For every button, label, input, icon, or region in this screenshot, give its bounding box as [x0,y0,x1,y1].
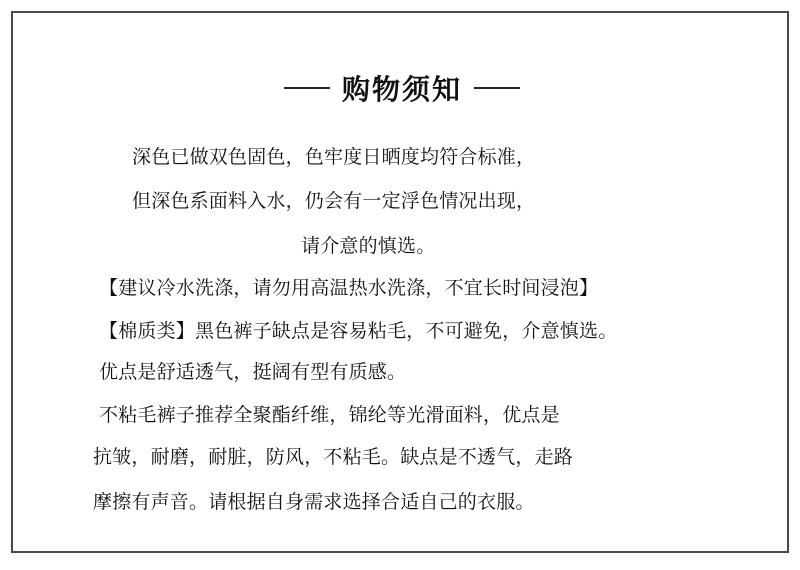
notice-frame [11,11,789,553]
notice-line-cotton-lint: 【棉质类】黑色裤子缺点是容易粘毛，不可避免，介意慎选。 [99,320,618,342]
title-row [13,63,791,113]
title-left-dash [284,87,330,89]
notice-line-polyester-recommend: 不粘毛裤子推荐全聚酯纤维，锦纶等光滑面料，优点是 [99,404,560,426]
notice-line-color-fastness: 深色已做双色固色，色牢度日晒度均符合标准， [132,146,536,168]
notice-line-polyester-pros-cons: 抗皱，耐磨，耐脏，防风，不粘毛。缺点是不透气，走路 [93,446,574,468]
title-right-dash [474,87,520,89]
page-title: 购物须知 [341,73,462,106]
notice-line-wash-advice: 【建议冷水洗涤，请勿用高温热水洗涤，不宜长时间浸泡】 [99,277,599,299]
notice-line-cotton-advantages: 优点是舒适透气，挺阔有型有质感。 [99,361,407,383]
notice-line-choose-carefully: 请介意的慎选。 [301,235,436,257]
notice-line-floating-color: 但深色系面料入水，仍会有一定浮色情况出现， [132,190,536,212]
notice-line-choose-by-need: 摩擦有声音。请根据自身需求选择合适自己的衣服。 [93,491,535,513]
